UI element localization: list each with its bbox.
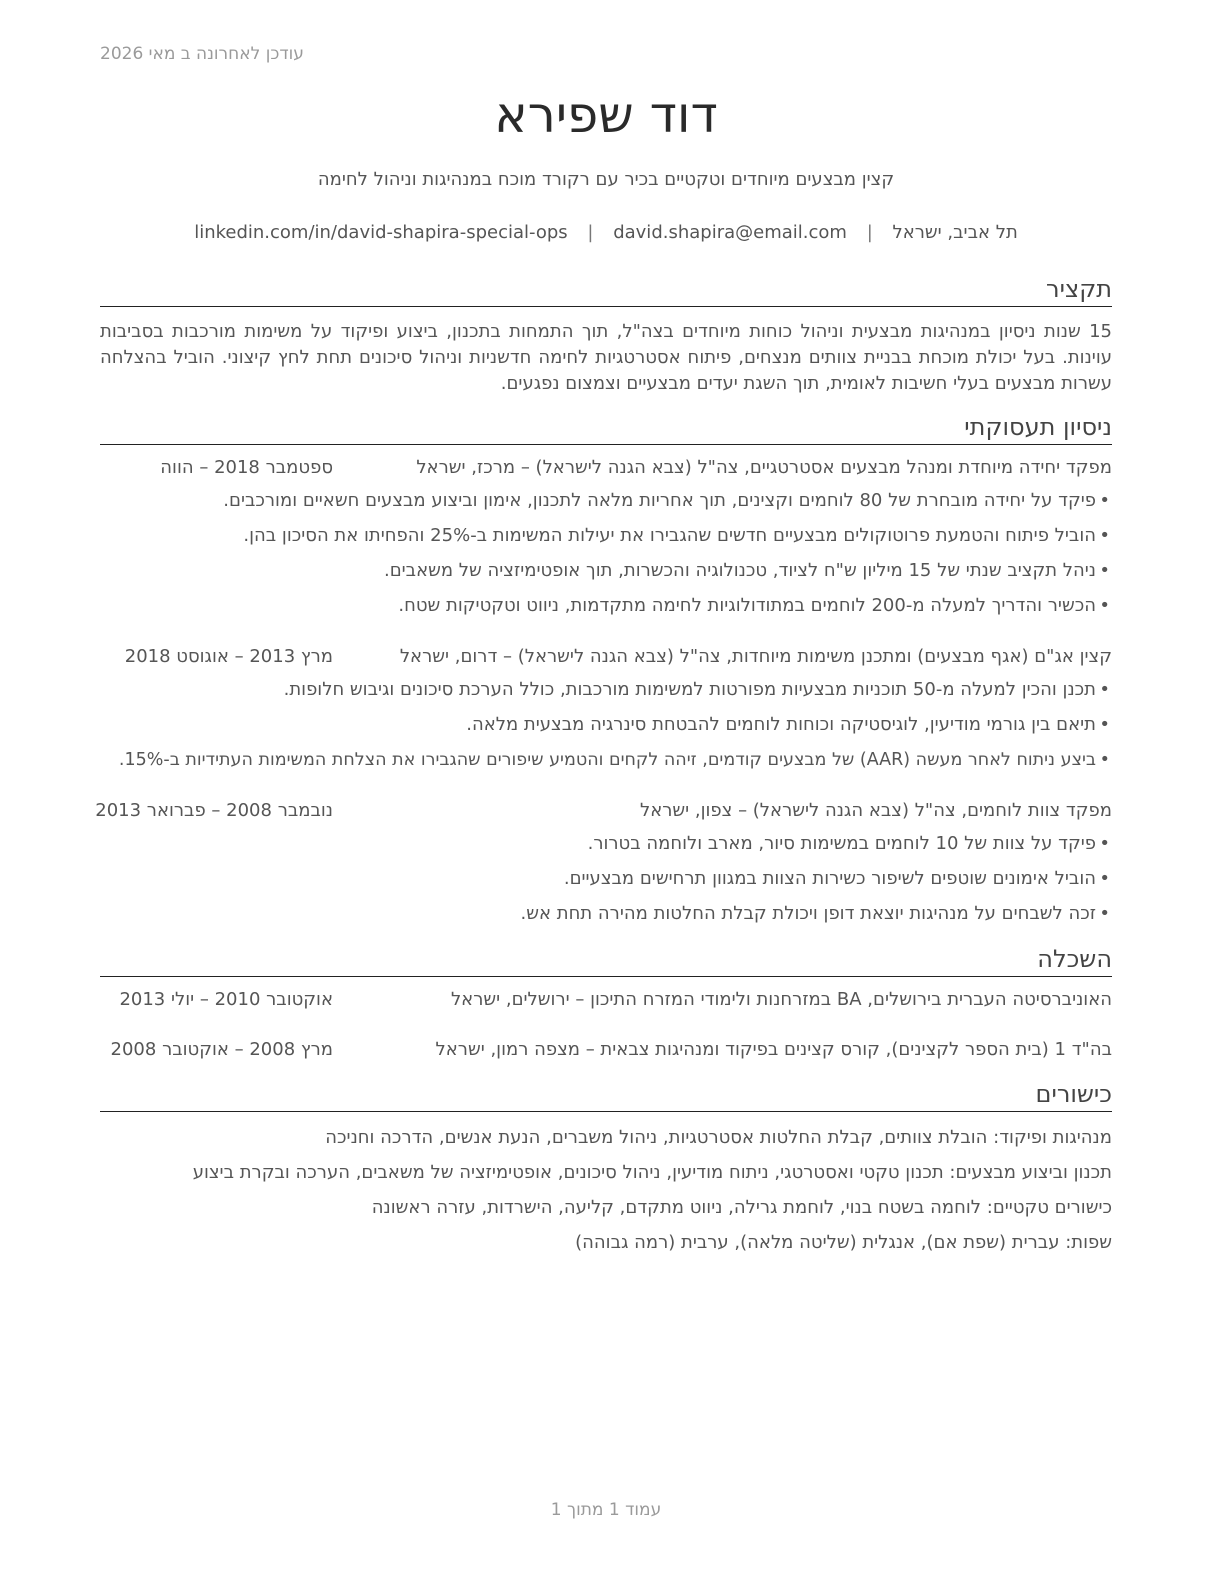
job-title: מפקד צוות לוחמים, צה"ל (צבא הגנה לישראל) – צפון, ישראל	[639, 800, 1112, 821]
job-bullet: • ביצע ניתוח לאחר מעשה (AAR) של מבצעים קודמים, זיהה לקחים והטמיע שיפורים שהגבירו את הצלחת המשימות העתידיות ב-15%.	[100, 747, 1112, 782]
bullet-icon: •	[1099, 679, 1110, 700]
education-entry	[100, 1039, 1112, 1065]
bullet-icon: •	[1099, 595, 1110, 616]
job-entry	[100, 646, 1112, 782]
tagline: קצין מבצעים מיוחדים וטקטיים בכיר עם רקורד מוכח במנהיגות וניהול לחימה	[317, 169, 895, 190]
job-dates: נובמבר 2008 – פברואר 2013	[95, 800, 333, 821]
education-section	[100, 944, 1112, 977]
job-bullet: • פיקד על צוות של 10 לוחמים במשימות סיור, מארב ולוחמה בטרור.	[100, 831, 1112, 866]
education-dates: מרץ 2008 – אוקטובר 2008	[110, 1039, 333, 1060]
education-title: בה"ד 1 (בית הספר לקצינים), קורס קצינים בפיקוד ומנהיגות צבאית – מצפה רמון, ישראל	[435, 1039, 1112, 1060]
job-title: מפקד יחידה מיוחדת ומנהל מבצעים אסטרטגיים, צה"ל (צבא הגנה לישראל) – מרכז, ישראל	[416, 457, 1112, 478]
job-bullet: • הוביל פיתוח והטמעת פרוטוקולים מבצעיים חדשים שהגבירו את יעילות המשימות ב-25% והפחיתו את הסיכון בהן.	[100, 523, 1112, 558]
job-bullet: • תיאם בין גורמי מודיעין, לוגיסטיקה וכוחות לוחמים להבטחת סינרגיה מבצעית מלאה.	[100, 712, 1112, 747]
bullet-icon: •	[1099, 868, 1110, 889]
job-title: קצין אג"ם (אגף מבצעים) ומתכנן משימות מיוחדות, צה"ל (צבא הגנה לישראל) – דרום, ישראל	[399, 646, 1112, 667]
job-entry	[95, 800, 1112, 936]
contact-separator: |	[587, 222, 594, 243]
skills-list	[100, 1125, 1112, 1265]
email-link[interactable]: david.shapira@email.com	[613, 222, 847, 243]
job-bullet: • פיקד על יחידה מובחרת של 80 לוחמים וקצינים, תוך אחריות מלאה לתכנון, אימון וביצוע מבצעים חשאיים ומורכבים.	[100, 488, 1112, 523]
last-updated: עודכן לאחרונה ב מאי 2026	[100, 44, 304, 64]
linkedin-link[interactable]: linkedin.com/in/david-shapira-special-ops	[194, 222, 568, 243]
summary-section	[100, 274, 1112, 397]
education-heading: השכלה	[100, 944, 1112, 977]
job-entry	[100, 457, 1112, 628]
skills-line: כישורים טקטיים: לוחמה בשטח בנוי, לוחמת גרילה, ניווט מתקדם, קליעה, הישרדות, עזרה ראשונה	[371, 1197, 1112, 1218]
summary-heading: תקציר	[100, 274, 1112, 307]
page-number: עמוד 1 מתוך 1	[550, 1500, 662, 1520]
education-entry	[100, 989, 1112, 1015]
skills-heading: כישורים	[100, 1079, 1112, 1112]
job-bullet: • הכשיר והדריך למעלה מ-200 לוחמים במתודולוגיות לחימה מתקדמות, ניווט וטקטיקות שטח.	[100, 593, 1112, 628]
skills-line: מנהיגות ופיקוד: הובלת צוותים, קבלת החלטות אסטרטגיות, ניהול משברים, הנעת אנשים, הדרכה וחניכה	[325, 1127, 1112, 1148]
contact-line	[100, 222, 1112, 243]
bullet-icon: •	[1099, 833, 1110, 854]
resume-page	[95, 0, 1112, 1584]
education-title: האוניברסיטה העברית בירושלים, BA במזרחנות ולימודי המזרח התיכון – ירושלים, ישראל	[450, 989, 1112, 1010]
location: תל אביב, ישראל	[892, 222, 1018, 243]
bullet-icon: •	[1099, 714, 1110, 735]
summary-text: 15 שנות ניסיון במנהיגות מבצעית וניהול כוחות מיוחדים בצה"ל, תוך התמחות בתכנון, ביצוע ופיקוד על משימות מורכבות בסביבות עוינות. בעל יכולת מוכחת בבניית צוותים מנצחים, פיתוח אסטרטגיות לחימה חדשניות וניהול סיכונים תחת לחץ קיצוני. הוביל בהצלחה עשרות מבצעים בעלי חשיבות לאומית, תוך השגת יעדים מבצעיים וצמצום נפגעים.	[100, 321, 1112, 394]
skills-line: שפות: עברית (שפת אם), אנגלית (שליטה מלאה), ערבית (רמה גבוהה)	[575, 1232, 1112, 1253]
bullet-icon: •	[1099, 750, 1110, 770]
bullet-icon: •	[1099, 560, 1110, 581]
candidate-name: דוד שפירא	[494, 86, 718, 144]
job-bullet: • זכה לשבחים על מנהיגות יוצאת דופן ויכולת קבלת החלטות מהירה תחת אש.	[100, 901, 1112, 936]
job-bullet: • הוביל אימונים שוטפים לשיפור כשירות הצוות במגוון תרחישים מבצעיים.	[100, 866, 1112, 901]
bullet-icon: •	[1099, 903, 1110, 924]
experience-heading: ניסיון תעסוקתי	[100, 412, 1112, 445]
job-bullet: • ניהל תקציב שנתי של 15 מיליון ש"ח לציוד, טכנולוגיה והכשרות, תוך אופטימיזציה של משאבים.	[100, 558, 1112, 593]
job-bullet: • תכנן והכין למעלה מ-50 תוכניות מבצעיות מפורטות למשימות מורכבות, כולל הערכת סיכונים וגיבוש חלופות.	[100, 677, 1112, 712]
contact-separator: |	[866, 222, 873, 243]
bullet-icon: •	[1099, 490, 1110, 511]
skills-section	[100, 1079, 1112, 1112]
education-dates: אוקטובר 2010 – יולי 2013	[119, 989, 333, 1010]
skills-line: תכנון וביצוע מבצעים: תכנון טקטי ואסטרטגי, ניתוח מודיעין, ניהול סיכונים, אופטימיזציה של משאבים, הערכה ובקרת ביצוע	[192, 1162, 1112, 1183]
job-dates: ספטמבר 2018 – הווה	[160, 457, 333, 478]
bullet-icon: •	[1099, 525, 1110, 546]
experience-section	[100, 412, 1112, 445]
job-dates: מרץ 2013 – אוגוסט 2018	[124, 646, 333, 667]
